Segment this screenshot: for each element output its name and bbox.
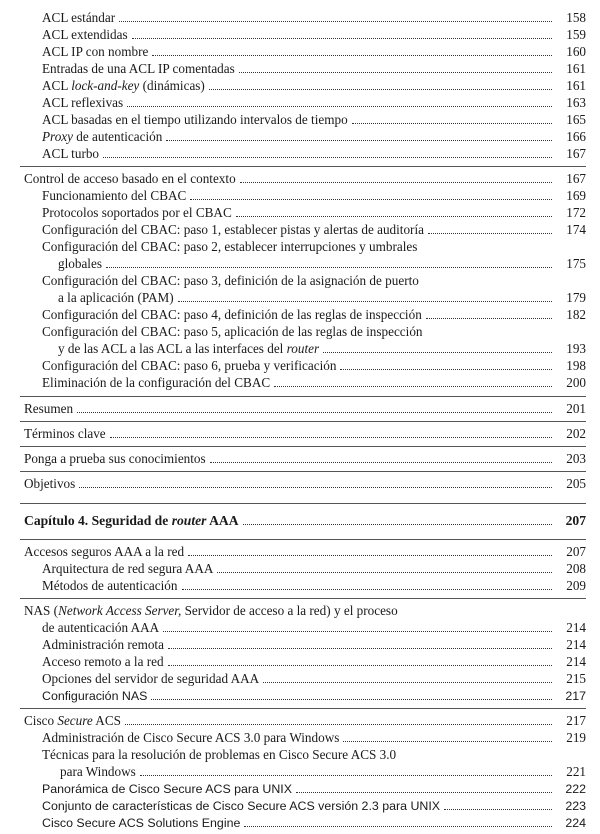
toc-entry <box>42 654 586 670</box>
toc-page-number: 200 <box>566 375 586 390</box>
section-divider <box>20 503 586 504</box>
toc-entry-label: Conjunto de características de Cisco Secure ACS versión 2.3 para UNIX <box>42 799 441 813</box>
toc-entry <box>42 112 586 128</box>
toc-entry-label: Objetivos <box>24 476 76 491</box>
toc-page-number: 161 <box>566 78 586 93</box>
toc-entry <box>42 27 586 43</box>
dot-leader <box>103 157 552 158</box>
dot-leader <box>178 301 552 302</box>
toc-page-number: 167 <box>566 171 586 186</box>
toc-entry-label: Cisco Secure ACS <box>24 713 121 728</box>
dot-leader <box>239 72 552 73</box>
dot-leader <box>163 631 552 632</box>
toc-section-entry <box>24 171 586 187</box>
toc-entry-label: Configuración del CBAC: paso 2, establecer interrupciones y umbrales <box>42 239 418 254</box>
toc-chapter-entry <box>24 513 586 529</box>
dot-leader <box>296 792 552 793</box>
toc-entry-label: Resumen <box>24 401 74 416</box>
dot-leader <box>77 412 552 413</box>
toc-entry-label: ACL lock-and-key (dinámicas) <box>42 78 205 93</box>
dot-leader <box>168 648 552 649</box>
toc-page-number: 158 <box>566 10 586 25</box>
toc-section-entry <box>42 620 586 636</box>
toc-section-entry <box>24 401 586 417</box>
toc-page-number: 174 <box>566 222 586 237</box>
toc-entry-label: Acceso remoto a la red <box>42 654 164 669</box>
toc-page-number: 198 <box>566 358 586 373</box>
toc-entry <box>42 10 586 26</box>
toc-entry <box>42 671 586 687</box>
toc-entry-label: Proxy de autenticación <box>42 129 163 144</box>
toc-entry-label: Técnicas para la resolución de problemas en Cisco Secure ACS 3.0 <box>42 747 397 762</box>
section-divider <box>20 598 586 599</box>
toc-entry <box>42 798 586 814</box>
dot-leader <box>340 369 552 370</box>
toc-page-number: 167 <box>566 146 586 161</box>
toc-page-number: 221 <box>566 764 586 779</box>
dot-leader <box>263 682 552 683</box>
toc-section-entry <box>24 426 586 442</box>
toc-entry-label: Control de acceso basado en el contexto <box>24 171 236 186</box>
toc-page-number: 207 <box>565 513 586 528</box>
toc-page-number: 201 <box>566 401 586 416</box>
toc-page-number: 209 <box>566 578 586 593</box>
toc-entry <box>42 637 586 653</box>
dot-leader <box>152 55 552 56</box>
toc-page-number: 223 <box>565 799 586 813</box>
dot-leader <box>110 437 552 438</box>
toc-entry <box>58 341 586 357</box>
dot-leader <box>217 572 552 573</box>
dot-leader <box>132 38 552 39</box>
toc-entry-label: Eliminación de la configuración del CBAC <box>42 375 271 390</box>
toc-section-entry <box>24 476 586 492</box>
toc-entry <box>42 95 586 111</box>
toc-entry-label: ACL reflexivas <box>42 95 124 110</box>
toc-entry-label: Administración remota <box>42 637 164 652</box>
dot-leader <box>209 89 552 90</box>
dot-leader <box>140 775 552 776</box>
dot-leader <box>210 462 552 463</box>
toc-page-number: 217 <box>566 713 586 728</box>
toc-entry-label: Entradas de una ACL IP comentadas <box>42 61 235 76</box>
toc-entry <box>42 44 586 60</box>
toc-entry-label: ACL turbo <box>42 146 100 161</box>
toc-entry <box>42 375 586 391</box>
dot-leader <box>190 199 552 200</box>
toc-entry <box>42 688 586 704</box>
toc-entry <box>42 307 586 323</box>
toc-section-entry <box>24 713 586 729</box>
toc-page-number: 202 <box>566 426 586 441</box>
section-divider <box>20 421 586 422</box>
dot-leader <box>188 555 552 556</box>
toc-entry-continuation: para Windows <box>60 764 136 779</box>
section-divider <box>20 708 586 709</box>
toc-entry <box>42 561 586 577</box>
section-divider <box>20 539 586 540</box>
toc-page-number: 179 <box>566 290 586 305</box>
toc-page-number: 169 <box>566 188 586 203</box>
toc-entry <box>42 815 586 831</box>
toc-entry <box>42 61 586 77</box>
toc-entry-label: NAS (Network Access Server, Servidor de acceso a la red) y el proceso <box>24 603 398 618</box>
toc-entry-label: Arquitectura de red segura AAA <box>42 561 214 576</box>
toc-page-number: 193 <box>566 341 586 356</box>
dot-leader <box>168 665 552 666</box>
section-divider <box>20 396 586 397</box>
toc-entry <box>42 578 586 594</box>
toc-page-number: 160 <box>566 44 586 59</box>
toc-entry-label: Opciones del servidor de seguridad AAA <box>42 671 260 686</box>
toc-entry-label: Métodos de autenticación <box>42 578 178 593</box>
dot-leader <box>426 318 552 319</box>
toc-entry-label: Configuración del CBAC: paso 5, aplicación de las reglas de inspección <box>42 324 423 339</box>
toc-entry <box>42 78 586 94</box>
toc-entry-label: Configuración del CBAC: paso 4, definición de las reglas de inspección <box>42 307 422 322</box>
toc-page-number: 175 <box>566 256 586 271</box>
toc-entry-label: Cisco Secure ACS Solutions Engine <box>42 816 241 830</box>
toc-page-number: 165 <box>566 112 586 127</box>
toc-entry-label: ACL IP con nombre <box>42 44 149 59</box>
toc-entry <box>58 256 586 272</box>
toc-page-number: 215 <box>566 671 586 686</box>
toc-entry-continuation: y de las ACL a las ACL a las interfaces del router <box>58 341 320 356</box>
dot-leader <box>274 386 552 387</box>
dot-leader <box>243 524 552 525</box>
toc-page-number: 222 <box>565 782 586 796</box>
dot-leader <box>428 233 552 234</box>
toc-section-entry <box>24 451 586 467</box>
toc-page-number: 219 <box>566 730 586 745</box>
dot-leader <box>352 123 552 124</box>
toc-entry <box>58 290 586 306</box>
toc-page-number: 214 <box>566 654 586 669</box>
toc-page-number: 161 <box>566 61 586 76</box>
toc-entry <box>42 781 586 797</box>
toc-entry-continuation: de autenticación AAA <box>42 620 160 635</box>
dot-leader <box>127 106 552 107</box>
toc-page-number: 172 <box>566 205 586 220</box>
toc-entry-label: Términos clave <box>24 426 106 441</box>
dot-leader <box>240 182 552 183</box>
toc-page-number: 182 <box>566 307 586 322</box>
toc-entry-label: Protocolos soportados por el CBAC <box>42 205 232 220</box>
dot-leader <box>444 809 552 810</box>
toc-page-number: 166 <box>566 129 586 144</box>
section-divider <box>20 166 586 167</box>
toc-section-entry <box>24 544 586 560</box>
dot-leader <box>236 216 552 217</box>
section-divider <box>20 471 586 472</box>
toc-entry <box>42 222 586 238</box>
toc-entry <box>42 730 586 746</box>
toc-page-number: 224 <box>565 816 586 830</box>
toc-entry-label: Configuración del CBAC: paso 3, definición de la asignación de puerto <box>42 273 419 288</box>
toc-entry-continuation: globales <box>58 256 102 271</box>
dot-leader <box>125 724 552 725</box>
dot-leader <box>166 140 552 141</box>
toc-entry-label: ACL estándar <box>42 10 116 25</box>
dot-leader <box>343 741 552 742</box>
toc-page-number: 203 <box>566 451 586 466</box>
toc-page-number: 205 <box>566 476 586 491</box>
dot-leader <box>106 267 552 268</box>
toc-entry-label: Funcionamiento del CBAC <box>42 188 187 203</box>
toc-page-number: 214 <box>566 637 586 652</box>
toc-page-number: 208 <box>566 561 586 576</box>
toc-entry-label: Ponga a prueba sus conocimientos <box>24 451 206 466</box>
toc-entry-label: Administración de Cisco Secure ACS 3.0 para Windows <box>42 730 340 745</box>
dot-leader <box>244 826 552 827</box>
dot-leader <box>79 487 552 488</box>
toc-entry-label: Configuración NAS <box>42 689 148 703</box>
section-divider <box>20 446 586 447</box>
toc-entry-label: ACL extendidas <box>42 27 128 42</box>
toc-entry-label: Panorámica de Cisco Secure ACS para UNIX <box>42 782 292 796</box>
toc-entry-label: Capítulo 4. Seguridad de router AAA <box>24 513 239 528</box>
toc-entry-label: Configuración del CBAC: paso 1, establecer pistas y alertas de auditoría <box>42 222 424 237</box>
toc-page-number: 159 <box>566 27 586 42</box>
toc-entry <box>42 129 586 145</box>
dot-leader <box>182 589 553 590</box>
toc-entry <box>42 146 586 162</box>
toc-entry <box>42 358 586 374</box>
toc-entry-continuation: a la aplicación (PAM) <box>58 290 174 305</box>
toc-page-number: 217 <box>565 689 586 703</box>
toc-page-number: 214 <box>566 620 586 635</box>
toc-entry <box>42 188 586 204</box>
dot-leader <box>151 699 552 700</box>
dot-leader <box>119 21 552 22</box>
toc-entry-label: Configuración del CBAC: paso 6, prueba y verificación <box>42 358 337 373</box>
toc-entry-label: ACL basadas en el tiempo utilizando intervalos de tiempo <box>42 112 348 127</box>
toc-entry <box>42 205 586 221</box>
toc-entry <box>60 764 586 780</box>
dot-leader <box>323 352 552 353</box>
toc-page-number: 163 <box>566 95 586 110</box>
toc-page-number: 207 <box>566 544 586 559</box>
toc-entry-label: Accesos seguros AAA a la red <box>24 544 185 559</box>
